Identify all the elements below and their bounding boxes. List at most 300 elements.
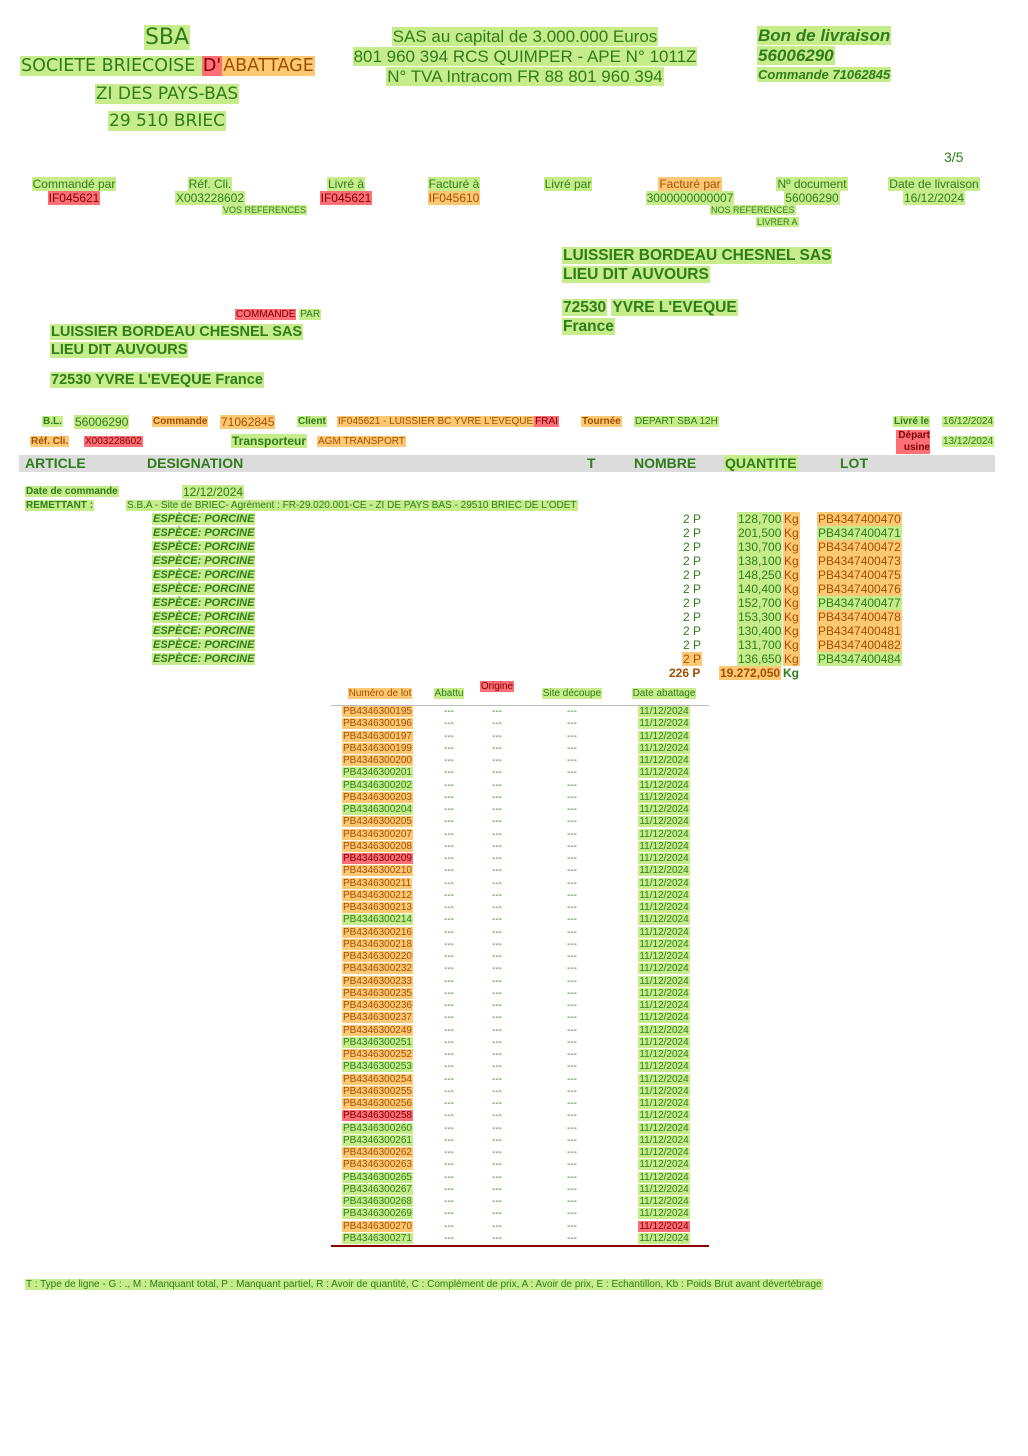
lot-date: 11/12/2024 <box>639 718 689 730</box>
lot-number: PB4346300270 <box>343 1220 412 1232</box>
lot-origine: --- <box>492 1036 502 1048</box>
lot-row <box>331 743 709 755</box>
lot-site: --- <box>567 1024 577 1036</box>
lot-site: --- <box>567 914 577 926</box>
lot-number: PB4346300258 <box>343 1110 412 1122</box>
lot-origine: --- <box>492 767 502 779</box>
label-facture-a: Facturé à <box>428 177 480 191</box>
lot-origine: --- <box>492 1171 502 1183</box>
ship-to-street: LIEU DIT AUVOURS <box>563 266 709 283</box>
lot-date: 11/12/2024 <box>639 1171 689 1183</box>
lot-row <box>331 1025 709 1037</box>
lot-number: PB4346300269 <box>343 1208 412 1220</box>
lot-row <box>331 1172 709 1184</box>
lot-date: 11/12/2024 <box>639 1036 689 1048</box>
lot-number: PB4346300256 <box>343 1098 412 1110</box>
lot-row <box>331 1037 709 1049</box>
lot-date: 11/12/2024 <box>639 1208 689 1220</box>
doc-number: 56006290 <box>758 46 834 65</box>
lot-site: --- <box>567 853 577 865</box>
lot-row <box>331 1123 709 1135</box>
lot-origine: --- <box>492 889 502 901</box>
lot-date: 11/12/2024 <box>639 853 689 865</box>
lot-abattu: --- <box>444 706 454 718</box>
legal-line1: SAS au capital de 3.000.000 Euros <box>392 27 658 46</box>
lot-row <box>331 1159 709 1171</box>
lot-number: PB4346300253 <box>343 1061 412 1073</box>
lot-site: --- <box>567 1000 577 1012</box>
lot-row <box>331 853 709 865</box>
lot-abattu: --- <box>444 730 454 742</box>
lot-origine: --- <box>492 804 502 816</box>
lot-abattu: --- <box>444 1061 454 1073</box>
refcli-label: Réf. Cli. <box>31 436 69 447</box>
lot-origine: --- <box>492 1049 502 1061</box>
lot-date: 11/12/2024 <box>639 840 689 852</box>
lot-row <box>331 865 709 877</box>
lot-site: --- <box>567 730 577 742</box>
lot-header-date: Date abattage <box>632 687 696 699</box>
lot-date: 11/12/2024 <box>639 1220 689 1232</box>
article-line: ESPÈCE: PORCINE 2 P 138,100 Kg PB4347400473 <box>153 554 901 568</box>
lot-row <box>331 914 709 926</box>
label-livre-a: Livré à <box>327 177 365 191</box>
refcli-value: X003228602 <box>85 436 142 447</box>
lot-number: PB4346300207 <box>343 828 412 840</box>
ship-to-name: LUISSIER BORDEAU CHESNEL SAS <box>563 247 832 264</box>
lot-abattu: --- <box>444 963 454 975</box>
lot-header-abattu: Abattu <box>434 687 464 699</box>
order-date-label: Date de commande <box>26 486 118 497</box>
article-line: ESPÈCE: PORCINE 2 P 128,700 Kg PB4347400470 <box>153 512 901 526</box>
ordered-by-name: LUISSIER BORDEAU CHESNEL SAS <box>51 324 303 340</box>
lot-abattu: --- <box>444 1085 454 1097</box>
value-ref-cli: X003228602 <box>175 191 245 205</box>
lot-row <box>331 988 709 1000</box>
col-lot: LOT <box>840 455 868 471</box>
lot-number: PB4346300268 <box>343 1196 412 1208</box>
lot-number: PB4346300214 <box>343 914 412 926</box>
lot-number: PB4346300216 <box>343 926 412 938</box>
value-facture-par: 3000000000007 <box>646 191 734 205</box>
lot-abattu: --- <box>444 767 454 779</box>
lot-row <box>331 939 709 951</box>
lot-abattu: --- <box>444 779 454 791</box>
lot-site: --- <box>567 779 577 791</box>
lot-date: 11/12/2024 <box>639 987 689 999</box>
lot-table-header <box>331 681 709 706</box>
lot-abattu: --- <box>444 1147 454 1159</box>
commande-par-label: COMMANDE PAR <box>236 309 321 320</box>
lot-row <box>331 1074 709 1086</box>
lot-date: 11/12/2024 <box>639 755 689 767</box>
doc-title: Bon de livraison <box>758 26 891 45</box>
lot-abattu: --- <box>429 1233 469 1246</box>
lot-abattu: --- <box>444 828 454 840</box>
total-quantite: 19.272,050 <box>720 666 781 680</box>
lot-site: --- <box>567 791 577 803</box>
lot-date: 11/12/2024 <box>639 1147 689 1159</box>
lot-date: 11/12/2024 <box>639 926 689 938</box>
transporteur-label: Transporteur <box>232 434 307 448</box>
depart-usine-label: Départ usine <box>896 430 930 454</box>
lot-origine: --- <box>492 1000 502 1012</box>
lot-origine: --- <box>492 1196 502 1208</box>
lot-abattu: --- <box>444 816 454 828</box>
depart-value: 13/12/2024 <box>943 436 994 447</box>
total-nombre: 226 P <box>669 666 701 680</box>
vos-references: VOS REFERENCES <box>223 205 307 215</box>
lot-origine: --- <box>492 951 502 963</box>
lot-row <box>331 1086 709 1098</box>
lot-abattu: --- <box>444 840 454 852</box>
lot-date: 11/12/2024 <box>639 706 689 718</box>
lot-site: --- <box>567 1061 577 1073</box>
lot-site: --- <box>567 865 577 877</box>
transporteur-value: AGM TRANSPORT <box>318 436 405 447</box>
lot-origine: --- <box>492 755 502 767</box>
lot-site: --- <box>567 755 577 767</box>
lot-site: --- <box>567 902 577 914</box>
legal-line3: N° TVA Intracom FR 88 801 960 394 <box>387 67 663 86</box>
lot-origine: --- <box>492 963 502 975</box>
remettant-label: REMETTANT : <box>26 500 94 511</box>
lot-abattu: --- <box>444 1134 454 1146</box>
lot-row <box>331 1221 709 1233</box>
lot-site: --- <box>567 1134 577 1146</box>
lot-number: PB4346300205 <box>343 816 412 828</box>
lot-row <box>331 927 709 939</box>
lot-origine: --- <box>492 706 502 718</box>
lot-date: 11/12/2024 <box>639 951 689 963</box>
doc-commande: Commande 71062845 <box>758 67 891 82</box>
lot-origine: --- <box>492 865 502 877</box>
lot-abattu: --- <box>444 1012 454 1024</box>
lot-date: 11/12/2024 <box>639 889 689 901</box>
lot-origine: --- <box>492 1110 502 1122</box>
value-date-livraison: 16/12/2024 <box>903 191 965 205</box>
lot-abattu: --- <box>444 914 454 926</box>
lot-date: 11/12/2024 <box>639 1024 689 1036</box>
lot-row <box>331 731 709 743</box>
lot-site: --- <box>567 816 577 828</box>
lot-date: 11/12/2024 <box>639 1000 689 1012</box>
lot-date: 11/12/2024 <box>639 742 689 754</box>
lot-abattu: --- <box>444 1000 454 1012</box>
article-line: ESPÈCE: PORCINE 2 P 148,250 Kg PB4347400475 <box>153 568 901 582</box>
lot-origine: --- <box>492 1183 502 1195</box>
lot-origine: --- <box>492 742 502 754</box>
lot-date: 11/12/2024 <box>639 1134 689 1146</box>
lot-number: PB4346300249 <box>343 1024 412 1036</box>
lot-abattu: --- <box>444 1024 454 1036</box>
lot-origine: --- <box>492 987 502 999</box>
lot-number: PB4346300265 <box>343 1171 412 1183</box>
lot-number: PB4346300251 <box>343 1036 412 1048</box>
lot-abattu: --- <box>444 1073 454 1085</box>
lot-origine: --- <box>492 877 502 889</box>
lot-origine: --- <box>492 791 502 803</box>
lot-date: 11/12/2024 <box>639 1061 689 1073</box>
lot-number: PB4346300210 <box>343 865 412 877</box>
nos-references: NOS REFERENCES <box>711 205 795 215</box>
lot-row <box>331 1147 709 1159</box>
lot-date: 11/12/2024 <box>639 938 689 950</box>
lot-abattu: --- <box>444 877 454 889</box>
lot-row <box>331 1184 709 1196</box>
lot-origine: --- <box>492 938 502 950</box>
lot-site: --- <box>567 951 577 963</box>
lot-abattu: --- <box>444 1159 454 1171</box>
company-block <box>20 24 314 134</box>
lot-row <box>331 963 709 975</box>
livre-le-value: 16/12/2024 <box>943 416 994 427</box>
lot-row <box>331 1208 709 1220</box>
article-line: ESPÈCE: PORCINE 2 P 130,700 Kg PB4347400472 <box>153 540 901 554</box>
lot-abattu: --- <box>444 1098 454 1110</box>
lot-abattu: --- <box>444 791 454 803</box>
lot-origine: --- <box>492 730 502 742</box>
lot-number: PB4346300202 <box>343 779 412 791</box>
lot-origine: --- <box>492 853 502 865</box>
article-lines <box>0 512 1028 680</box>
remettant-value: S.B.A - Site de BRIEC- Agrément : FR-29.020.001-CE - ZI DE PAYS BAS - 29510 BRIEC DE L'ODET <box>127 500 577 511</box>
lot-date: 11/12/2024 <box>639 1073 689 1085</box>
label-ref-cli: Réf. Cli. <box>188 177 232 191</box>
lot-number: PB4346300271 <box>331 1233 429 1246</box>
lot-number: PB4346300209 <box>343 853 412 865</box>
lot-date: 11/12/2024 <box>639 1122 689 1134</box>
label-livre-par: Livré par <box>544 177 592 191</box>
lot-date: 11/12/2024 <box>639 816 689 828</box>
lot-site: --- <box>567 1049 577 1061</box>
lot-site: --- <box>567 718 577 730</box>
lot-origine: --- <box>492 1085 502 1097</box>
lot-date: 11/12/2024 <box>639 804 689 816</box>
lot-site: --- <box>567 938 577 950</box>
lot-date: 11/12/2024 <box>639 1196 689 1208</box>
lot-origine: --- <box>492 816 502 828</box>
lot-row <box>331 890 709 902</box>
lot-header-site: Site découpe <box>542 687 602 699</box>
total-unit: Kg <box>783 666 799 680</box>
client-value: IF045621 - LUISSIER BC YVRE L'EVEQUE FRAI <box>338 416 558 427</box>
lot-row <box>331 1196 709 1208</box>
lot-row <box>331 976 709 988</box>
lot-row <box>331 706 709 719</box>
lot-site: --- <box>567 1147 577 1159</box>
lot-site: --- <box>567 975 577 987</box>
lot-row <box>331 829 709 841</box>
ship-to-postcode: 72530 <box>563 299 607 316</box>
lot-origine: --- <box>492 975 502 987</box>
ordered-by-street: LIEU DIT AUVOURS <box>51 342 188 358</box>
commande-value: 71062845 <box>221 415 275 429</box>
lot-row <box>331 1000 709 1012</box>
lot-site: --- <box>567 1171 577 1183</box>
lot-site: --- <box>567 706 577 718</box>
lot-number: PB4346300200 <box>343 755 412 767</box>
lot-row <box>331 1110 709 1122</box>
order-date: 12/12/2024 <box>183 485 244 499</box>
article-line: ESPÈCE: PORCINE 2 P 140,400 Kg PB4347400476 <box>153 582 901 596</box>
lot-date: 11/12/2024 <box>639 779 689 791</box>
lot-number: PB4346300261 <box>343 1134 412 1146</box>
lot-origine: --- <box>492 926 502 938</box>
lot-number: PB4346300260 <box>343 1122 412 1134</box>
value-commande-par: IF045621 <box>48 191 100 205</box>
label-num-document: Nº document <box>777 177 847 191</box>
lot-abattu: --- <box>444 853 454 865</box>
tournee-value: DEPART SBA 12H <box>635 416 718 427</box>
lot-abattu: --- <box>444 975 454 987</box>
lot-row <box>331 767 709 779</box>
lot-abattu: --- <box>444 865 454 877</box>
lot-row <box>331 755 709 767</box>
col-t: T <box>587 455 596 471</box>
lot-row <box>331 792 709 804</box>
lot-abattu: --- <box>444 902 454 914</box>
ship-to-city: YVRE L'EVEQUE <box>612 299 737 316</box>
lot-site: --- <box>567 1073 577 1085</box>
lot-date: 11/12/2024 <box>639 791 689 803</box>
commande-label: Commande <box>153 416 208 427</box>
lot-site: --- <box>567 889 577 901</box>
company-city: 29 510 BRIEC <box>109 111 225 131</box>
lot-origine: --- <box>492 1159 502 1171</box>
lot-site: --- <box>567 1098 577 1110</box>
ship-to-country: France <box>563 318 614 335</box>
tournee-label: Tournée <box>582 416 621 427</box>
col-nombre: NOMBRE <box>634 455 697 471</box>
lot-number: PB4346300218 <box>343 938 412 950</box>
lot-origine: --- <box>492 1073 502 1085</box>
lot-number: PB4346300213 <box>343 902 412 914</box>
lot-origine: --- <box>492 779 502 791</box>
lot-date: 11/12/2024 <box>639 1085 689 1097</box>
lot-number: PB4346300263 <box>343 1159 412 1171</box>
lot-origine: --- <box>469 1233 525 1246</box>
lot-number: PB4346300236 <box>343 1000 412 1012</box>
label-facture-par: Facturé par <box>659 177 721 191</box>
lot-date: 11/12/2024 <box>639 1183 689 1195</box>
lot-number: PB4346300195 <box>343 706 412 718</box>
lot-header-numero: Numéro de lot <box>348 687 412 699</box>
lot-site: --- <box>567 877 577 889</box>
lot-number: PB4346300233 <box>343 975 412 987</box>
lot-number: PB4346300197 <box>343 730 412 742</box>
lot-site: --- <box>567 1036 577 1048</box>
lot-number: PB4346300204 <box>343 804 412 816</box>
lot-number: PB4346300255 <box>343 1085 412 1097</box>
lot-abattu: --- <box>444 1183 454 1195</box>
lot-number: PB4346300199 <box>343 742 412 754</box>
bl-value: 56006290 <box>75 415 129 429</box>
lot-date: 11/12/2024 <box>639 1159 689 1171</box>
lot-site: --- <box>567 1196 577 1208</box>
ship-to-address <box>562 246 832 336</box>
company-short: SBA <box>144 25 190 50</box>
lot-origine: --- <box>492 840 502 852</box>
lot-table-body <box>331 706 709 1247</box>
lot-site: --- <box>567 926 577 938</box>
lot-abattu: --- <box>444 1049 454 1061</box>
lot-row <box>331 1135 709 1147</box>
lot-abattu: --- <box>444 718 454 730</box>
lot-date: 11/12/2024 <box>639 730 689 742</box>
legal-line2: 801 960 394 RCS QUIMPER - APE N° 1011Z <box>353 47 697 66</box>
lot-date: 11/12/2024 <box>639 975 689 987</box>
col-designation: DESIGNATION <box>147 455 244 471</box>
lot-abattu: --- <box>444 742 454 754</box>
page-number: 3/5 <box>944 149 964 165</box>
lot-number: PB4346300208 <box>343 840 412 852</box>
lot-site: --- <box>567 1208 577 1220</box>
lot-table <box>331 681 709 1247</box>
lot-origine: --- <box>492 828 502 840</box>
company-zone: ZI DES PAYS-BAS <box>95 84 239 104</box>
client-label: Client <box>298 416 326 427</box>
lot-site: --- <box>567 1122 577 1134</box>
lot-date: 11/12/2024 <box>639 1098 689 1110</box>
lot-abattu: --- <box>444 1220 454 1232</box>
lot-site: --- <box>567 1085 577 1097</box>
lot-date: 11/12/2024 <box>639 767 689 779</box>
lot-date: 11/12/2024 <box>639 1110 689 1122</box>
lot-origine: --- <box>492 1147 502 1159</box>
lot-row <box>331 841 709 853</box>
lot-row <box>331 878 709 890</box>
lot-abattu: --- <box>444 1036 454 1048</box>
col-article: ARTICLE <box>25 455 86 471</box>
lot-row <box>331 1061 709 1073</box>
lot-date: 11/12/2024 <box>639 1049 689 1061</box>
article-line: ESPÈCE: PORCINE 2 P 153,300 Kg PB4347400478 <box>153 610 901 624</box>
lot-site: --- <box>567 840 577 852</box>
value-facture-a: IF045610 <box>428 191 480 205</box>
label-commande-par: Commandé par <box>32 177 116 191</box>
article-line: ESPÈCE: PORCINE 2 P 136,650 Kg PB4347400484 <box>153 652 901 666</box>
ordered-by-city: 72530 YVRE L'EVEQUE France <box>51 372 263 388</box>
lot-site: --- <box>525 1233 619 1246</box>
article-line: ESPÈCE: PORCINE 2 P 201,500 Kg PB4347400471 <box>153 526 901 540</box>
lot-abattu: --- <box>444 1110 454 1122</box>
lot-date: 11/12/2024 <box>639 828 689 840</box>
lot-site: --- <box>567 1159 577 1171</box>
lot-site: --- <box>567 767 577 779</box>
lot-row <box>331 780 709 792</box>
lot-site: --- <box>567 828 577 840</box>
lot-origine: --- <box>492 718 502 730</box>
lot-origine: --- <box>492 914 502 926</box>
col-quantite: QUANTITE <box>725 455 797 471</box>
lot-abattu: --- <box>444 938 454 950</box>
lot-site: --- <box>567 963 577 975</box>
lot-site: --- <box>567 804 577 816</box>
value-livre-a: IF045621 <box>320 191 372 205</box>
lot-abattu: --- <box>444 889 454 901</box>
lot-row <box>331 1098 709 1110</box>
lot-origine: --- <box>492 1098 502 1110</box>
lot-date: 11/12/2024 <box>639 877 689 889</box>
lot-number: PB4346300254 <box>343 1073 412 1085</box>
article-line: ESPÈCE: PORCINE 2 P 130,400 Kg PB4347400481 <box>153 624 901 638</box>
lot-origine: --- <box>492 1122 502 1134</box>
lot-abattu: --- <box>444 951 454 963</box>
lot-number: PB4346300267 <box>343 1183 412 1195</box>
bl-label: B.L. <box>43 416 62 427</box>
lot-abattu: --- <box>444 1208 454 1220</box>
